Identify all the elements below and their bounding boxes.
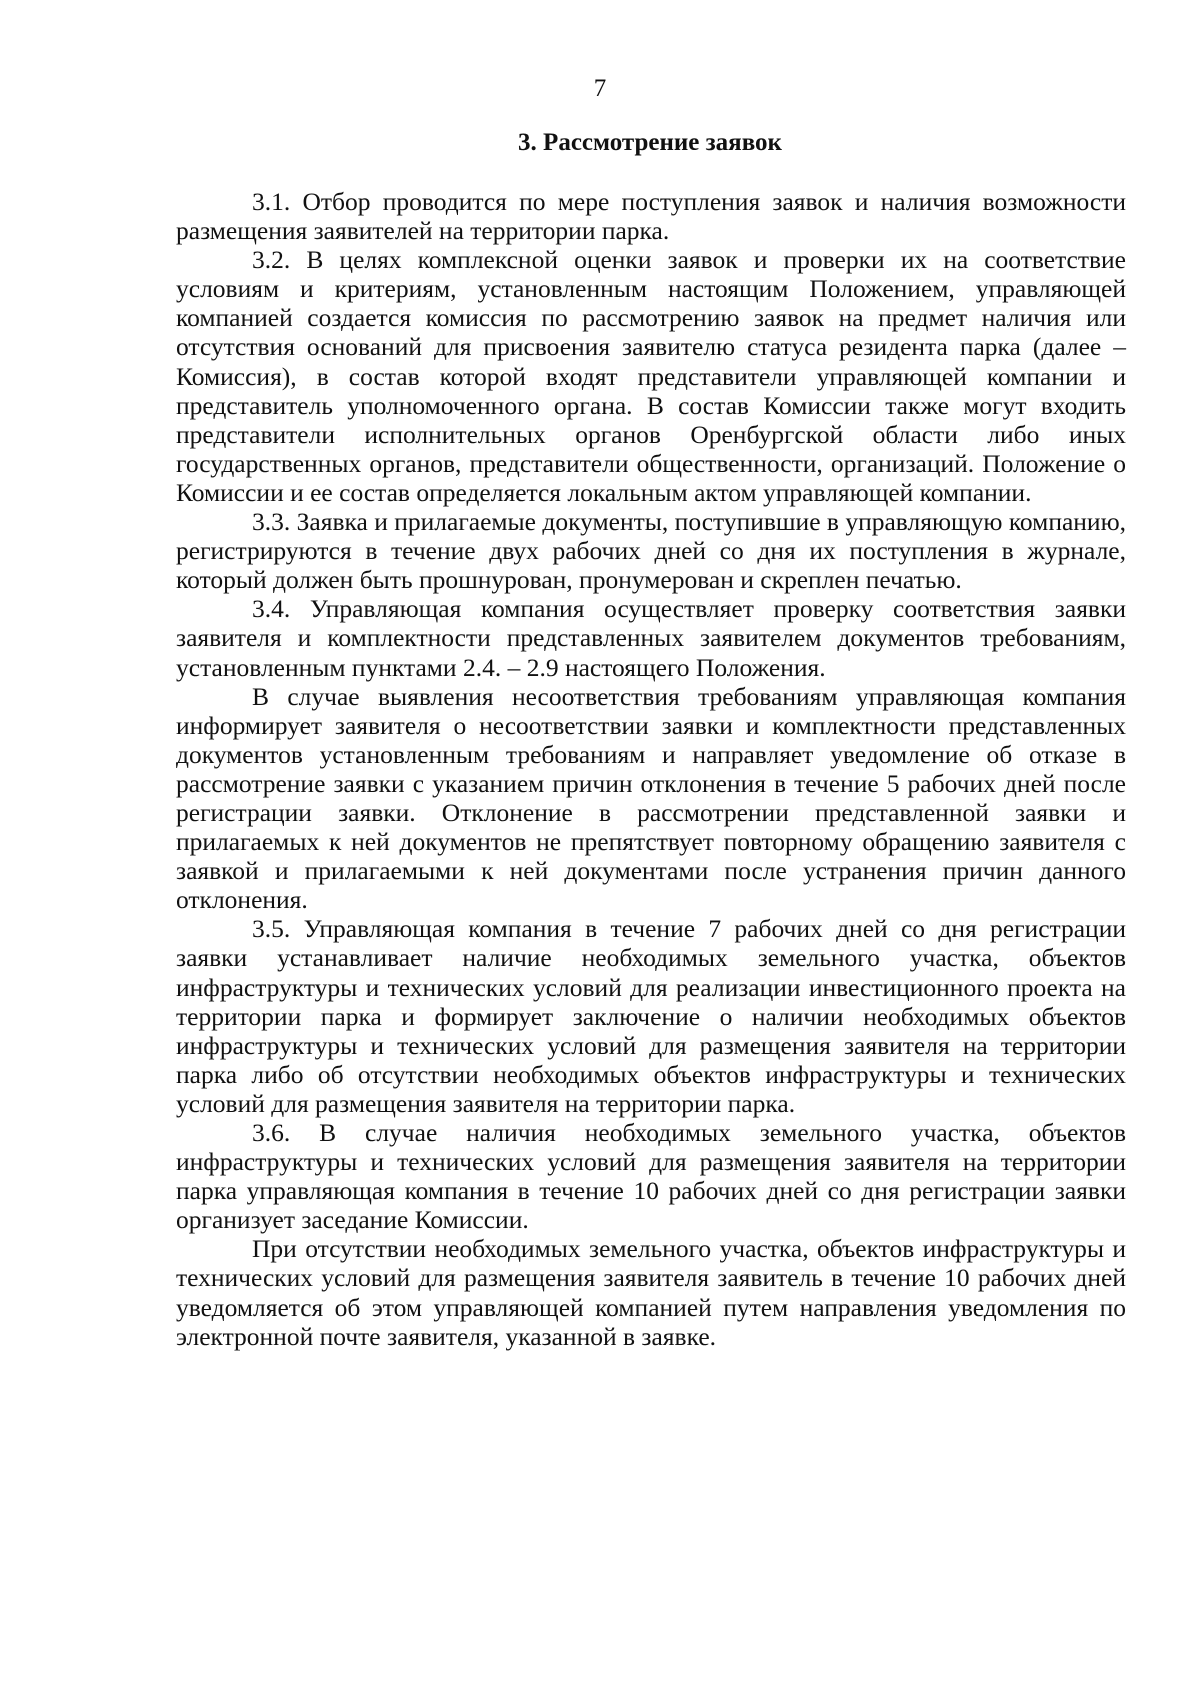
paragraph-3-1: 3.1. Отбор проводится по мере поступления заявок и наличия возможности размещения заявителей на территории парка. xyxy=(176,187,1126,246)
section-title: 3. Рассмотрение заявок xyxy=(518,129,782,156)
paragraph-3-3: 3.3. Заявка и прилагаемые документы, поступившие в управляющую компанию, регистрируются в течение двух рабочих дней со дня их поступления в журнале, который должен быть прошнурован, пронумерован и скреплен печатью. xyxy=(176,507,1126,595)
paragraph-3-6: 3.6. В случае наличия необходимых земельного участка, объектов инфраструктуры и технических условий для размещения заявителя на территории парка управляющая компания в течение 10 рабочих дней со дня регистрации заявки организует заседание Комиссии. xyxy=(176,1118,1126,1235)
paragraph-3-4-rejection: В случае выявления несоответствия требованиям управляющая компания информирует заявителя о несоответствии заявки и комплектности представленных документов установленным требованиям и направляет уведомление об отказе в рассмотрение заявки с указанием причин отклонения в течение 5 рабочих дней после регистрации заявки. Отклонение в рассмотрении представленной заявки и прилагаемых к ней документов не препятствует повторному обращению заявителя с заявкой и прилагаемыми к ней документами после устранения причин данного отклонения. xyxy=(176,681,1126,915)
paragraph-3-4: 3.4. Управляющая компания осуществляет проверку соответствия заявки заявителя и комплектности представленных заявителем документов требованиям, установленным пунктами 2.4. – 2.9 настоящего Положения. xyxy=(176,594,1126,682)
paragraph-3-5: 3.5. Управляющая компания в течение 7 рабочих дней со дня регистрации заявки устанавливает наличие необходимых земельного участка, объектов инфраструктуры и технических условий для реализации инвестиционного проекта на территории парка и формирует заключение о наличии необходимых объектов инфраструктуры и технических условий для размещения заявителя на территории парка либо об отсутствии необходимых объектов инфраструктуры и технических условий для размещения заявителя на территории парка. xyxy=(176,914,1126,1118)
paragraph-3-6-absence: При отсутствии необходимых земельного участка, объектов инфраструктуры и технических условий для размещения заявителя заявитель в течение 10 рабочих дней уведомляется об этом управляющей компанией путем направления уведомления по электронной почте заявителя, указанной в заявке. xyxy=(176,1234,1126,1351)
paragraph-3-2: 3.2. В целях комплексной оценки заявок и проверки их на соответствие условиям и критериям, установленным настоящим Положением, управляющей компанией создается комиссия по рассмотрению заявок на предмет наличия или отсутствия оснований для присвоения заявителю статуса резидента парка (далее – Комиссия), в состав которой входят представители управляющей компании и представитель уполномоченного органа. В состав Комиссии также могут входить представители исполнительных органов Оренбургской области либо иных государственных органов, представители общественности, организаций. Положение о Комиссии и ее состав определяется локальным актом управляющей компании. xyxy=(176,245,1126,507)
page-number: 7 xyxy=(593,75,607,102)
section-body xyxy=(176,187,1126,1351)
